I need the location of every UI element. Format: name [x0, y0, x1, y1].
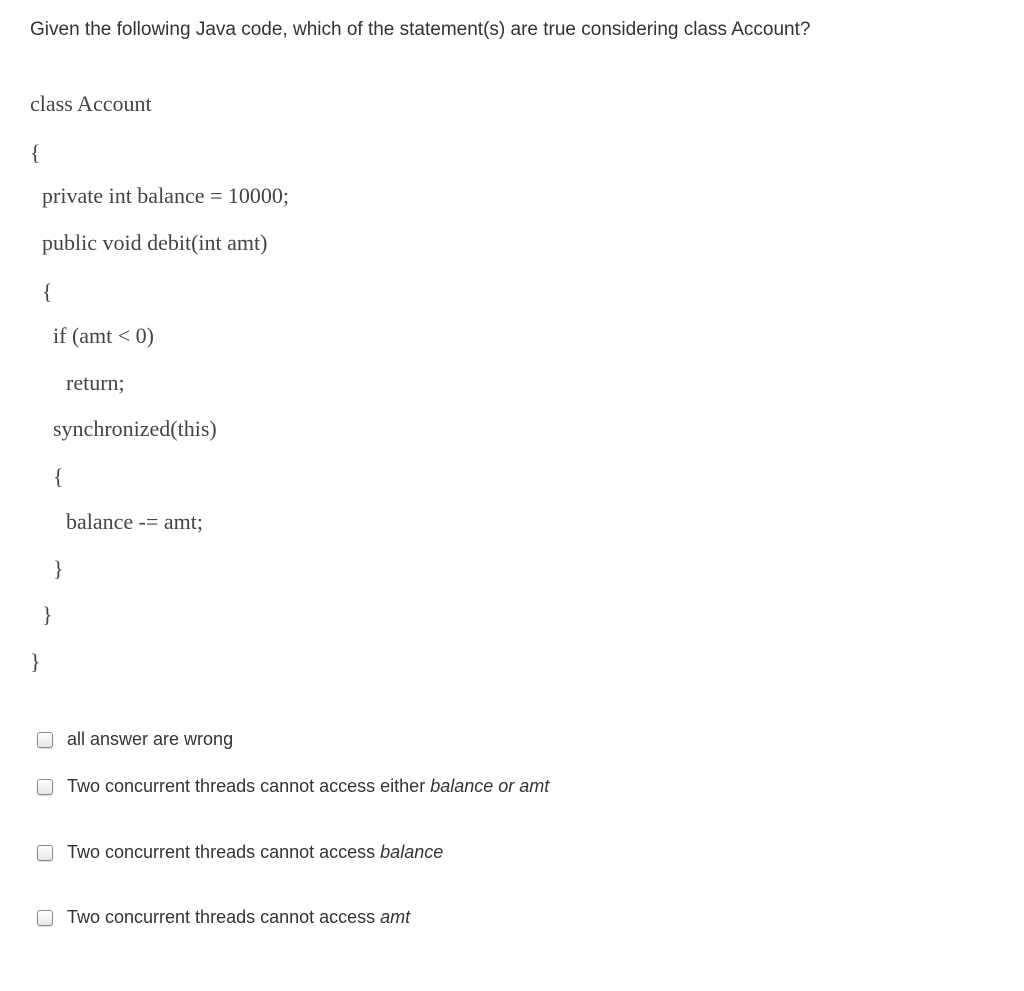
- option-label: Two concurrent threads cannot access amt: [67, 907, 411, 927]
- option-label: Two concurrent threads cannot access balance: [67, 842, 444, 862]
- option-checkbox[interactable]: [37, 732, 53, 748]
- code-line: synchronized(this): [53, 416, 217, 441]
- code-line: {: [30, 140, 41, 165]
- code-line: return;: [66, 370, 125, 395]
- code-line: public void debit(int amt): [42, 230, 268, 255]
- code-line: }: [30, 649, 41, 674]
- option-balance[interactable]: [37, 842, 443, 863]
- option-checkbox[interactable]: [37, 910, 53, 926]
- code-line: }: [42, 602, 53, 627]
- code-line: balance -= amt;: [66, 509, 204, 534]
- code-line: }: [53, 556, 64, 581]
- code-line: class Account: [30, 91, 152, 116]
- option-label: Two concurrent threads cannot access either balance or amt: [67, 776, 550, 796]
- option-checkbox[interactable]: [37, 845, 53, 861]
- code-line: {: [42, 279, 53, 304]
- option-label: all answer are wrong: [67, 729, 234, 749]
- code-line: private int balance = 10000;: [42, 183, 289, 208]
- code-line: if (amt < 0): [53, 323, 154, 348]
- option-amt[interactable]: [37, 907, 410, 928]
- option-either-balance-or-amt[interactable]: [37, 776, 549, 797]
- option-all-wrong[interactable]: [37, 729, 233, 750]
- question-text: Given the following Java code, which of the statement(s) are true considering class Account?: [30, 19, 811, 40]
- option-checkbox[interactable]: [37, 779, 53, 795]
- code-line: {: [53, 464, 64, 489]
